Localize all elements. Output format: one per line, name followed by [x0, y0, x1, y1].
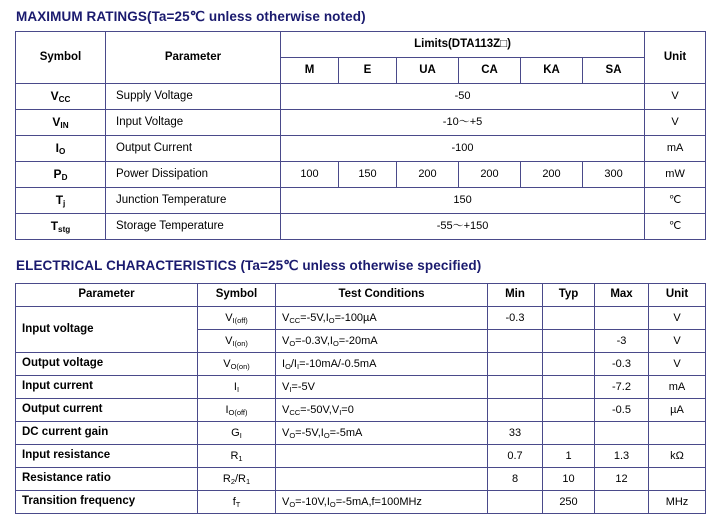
- row-test-conditions: $I_O/I_I=-10mA/-0.5mA$: [276, 353, 488, 376]
- table-header-row: [16, 284, 706, 307]
- header-col-e: E: [339, 58, 397, 84]
- table-row: [16, 307, 706, 330]
- table-row: [16, 491, 706, 514]
- header-max: Max: [595, 284, 649, 307]
- row-unit: mW: [645, 162, 706, 188]
- row-parameter: Input Voltage: [106, 110, 281, 136]
- header-typ: Typ: [543, 284, 595, 307]
- row-symbol: $P_D$: [16, 162, 106, 188]
- row-symbol: $I_O$: [16, 136, 106, 162]
- row-test-conditions: $V_{CC}=-5V,I_O=-100\mu A$: [276, 307, 488, 330]
- row-symbol: $V_{CC}$: [16, 84, 106, 110]
- header-parameter: Parameter: [16, 284, 198, 307]
- row-unit: V: [649, 353, 706, 376]
- row-typ: [543, 399, 595, 422]
- row-test-conditions: $V_O=-5V,I_O=-5mA$: [276, 422, 488, 445]
- header-col-ua: UA: [397, 58, 459, 84]
- header-col-m: M: [281, 58, 339, 84]
- row-parameter: Supply Voltage: [106, 84, 281, 110]
- row-value: 200: [521, 162, 583, 188]
- row-value: -100: [281, 136, 645, 162]
- row-min: [488, 376, 543, 399]
- maximum-ratings-body: [16, 84, 706, 240]
- table-row: [16, 84, 706, 110]
- row-min: 8: [488, 468, 543, 491]
- row-typ: [543, 376, 595, 399]
- row-parameter: Storage Temperature: [106, 214, 281, 240]
- row-min: [488, 353, 543, 376]
- row-typ: 250: [543, 491, 595, 514]
- row-min: [488, 491, 543, 514]
- table-row: [16, 399, 706, 422]
- row-unit: ℃: [645, 214, 706, 240]
- header-col-ca: CA: [459, 58, 521, 84]
- row-typ: [543, 422, 595, 445]
- table-header-row: [16, 32, 706, 58]
- row-typ: 10: [543, 468, 595, 491]
- row-test-conditions: $V_I=-5V$: [276, 376, 488, 399]
- header-limits: Limits(DTA113Z□): [281, 32, 645, 58]
- row-symbol: $R_2/R_1$: [198, 468, 276, 491]
- row-parameter: Junction Temperature: [106, 188, 281, 214]
- row-symbol: $f_T$: [198, 491, 276, 514]
- maximum-ratings-title: MAXIMUM RATINGS(Ta=25℃ unless otherwise noted): [16, 9, 366, 24]
- row-typ: 1: [543, 445, 595, 468]
- header-symbol: Symbol: [198, 284, 276, 307]
- row-test-conditions: $V_O=-10V,I_O=-5mA,f=100MHz$: [276, 491, 488, 514]
- row-value: 200: [459, 162, 521, 188]
- row-unit: mA: [645, 136, 706, 162]
- header-min: Min: [488, 284, 543, 307]
- row-parameter: Transition frequency: [16, 491, 198, 514]
- row-symbol: $V_{I(on)}$: [198, 330, 276, 353]
- row-value: -55～+150: [281, 214, 645, 240]
- row-value: 100: [281, 162, 339, 188]
- row-max: [595, 307, 649, 330]
- table-row: [16, 214, 706, 240]
- table-row: [16, 188, 706, 214]
- row-max: [595, 491, 649, 514]
- row-value: 150: [339, 162, 397, 188]
- row-parameter: Power Dissipation: [106, 162, 281, 188]
- row-unit: V: [645, 84, 706, 110]
- header-symbol: Symbol: [16, 32, 106, 84]
- header-col-sa: SA: [583, 58, 645, 84]
- row-max: 12: [595, 468, 649, 491]
- row-unit: kΩ: [649, 445, 706, 468]
- row-value: -10～+5: [281, 110, 645, 136]
- row-parameter: DC current gain: [16, 422, 198, 445]
- header-test-conditions: Test Conditions: [276, 284, 488, 307]
- row-symbol: $T_{stg}$: [16, 214, 106, 240]
- header-col-ka: KA: [521, 58, 583, 84]
- row-symbol: $V_{IN}$: [16, 110, 106, 136]
- row-symbol: $I_{O(off)}$: [198, 399, 276, 422]
- row-unit: [649, 422, 706, 445]
- row-min: 33: [488, 422, 543, 445]
- row-symbol: $V_{O(on)}$: [198, 353, 276, 376]
- row-parameter: Input voltage: [16, 307, 198, 353]
- row-unit: V: [649, 330, 706, 353]
- header-unit: Unit: [645, 32, 706, 84]
- table-row: [16, 422, 706, 445]
- row-parameter: Input resistance: [16, 445, 198, 468]
- row-unit: mA: [649, 376, 706, 399]
- table-row: [16, 376, 706, 399]
- row-typ: [543, 353, 595, 376]
- row-test-conditions: $V_O=-0.3V,I_O=-20mA$: [276, 330, 488, 353]
- table-row: [16, 468, 706, 491]
- electrical-characteristics-title: ELECTRICAL CHARACTERISTICS (Ta=25℃ unless otherwise specified): [16, 258, 482, 273]
- row-value: 150: [281, 188, 645, 214]
- row-min: -0.3: [488, 307, 543, 330]
- row-typ: [543, 330, 595, 353]
- header-unit: Unit: [649, 284, 706, 307]
- row-value: 300: [583, 162, 645, 188]
- row-unit: MHz: [649, 491, 706, 514]
- maximum-ratings-table: [15, 31, 706, 240]
- electrical-characteristics-table: [15, 283, 706, 514]
- row-max: -0.5: [595, 399, 649, 422]
- row-parameter: Output current: [16, 399, 198, 422]
- row-min: [488, 330, 543, 353]
- header-parameter: Parameter: [106, 32, 281, 84]
- row-unit: µA: [649, 399, 706, 422]
- row-unit: [649, 468, 706, 491]
- row-min: 0.7: [488, 445, 543, 468]
- row-unit: V: [649, 307, 706, 330]
- row-test-conditions: [276, 468, 488, 491]
- row-symbol: $V_{I(off)}$: [198, 307, 276, 330]
- row-parameter: Resistance ratio: [16, 468, 198, 491]
- row-max: 1.3: [595, 445, 649, 468]
- row-symbol: $R_1$: [198, 445, 276, 468]
- table-row: [16, 136, 706, 162]
- row-max: -7.2: [595, 376, 649, 399]
- row-min: [488, 399, 543, 422]
- row-value: -50: [281, 84, 645, 110]
- row-symbol: $G_I$: [198, 422, 276, 445]
- row-test-conditions: $V_{CC}=-50V,V_I=0$: [276, 399, 488, 422]
- row-parameter: Input current: [16, 376, 198, 399]
- row-symbol: $T_j$: [16, 188, 106, 214]
- electrical-characteristics-body: [16, 307, 706, 514]
- row-unit: V: [645, 110, 706, 136]
- row-max: -3: [595, 330, 649, 353]
- table-row: [16, 445, 706, 468]
- table-row: [16, 162, 706, 188]
- row-parameter: Output voltage: [16, 353, 198, 376]
- table-row: [16, 110, 706, 136]
- row-symbol: $I_I$: [198, 376, 276, 399]
- table-row: [16, 353, 706, 376]
- row-value: 200: [397, 162, 459, 188]
- row-max: [595, 422, 649, 445]
- row-max: -0.3: [595, 353, 649, 376]
- row-parameter: Output Current: [106, 136, 281, 162]
- row-unit: ℃: [645, 188, 706, 214]
- row-test-conditions: [276, 445, 488, 468]
- row-typ: [543, 307, 595, 330]
